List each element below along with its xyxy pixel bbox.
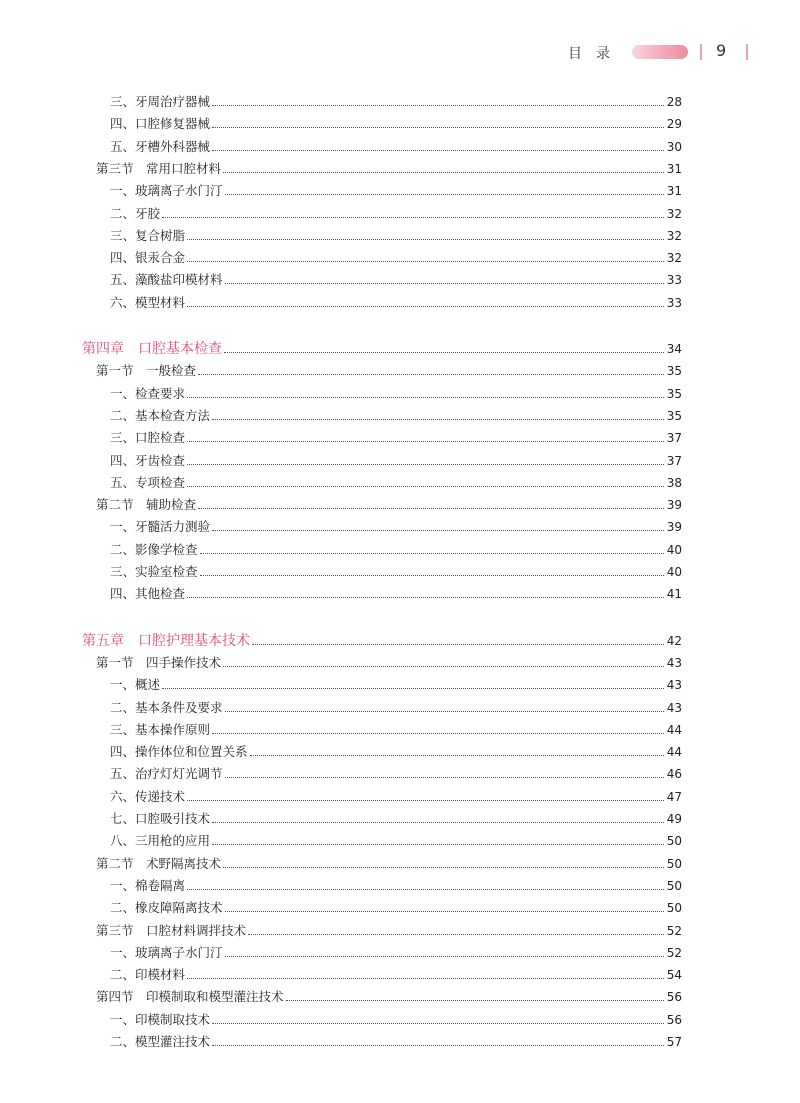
toc-chapter-entry [0, 629, 682, 649]
dot-leader [198, 507, 664, 509]
dot-leader [224, 351, 664, 353]
toc-entry-label: 五、治疗灯灯光调节 [110, 766, 223, 782]
toc-entry-label: 五、专项检查 [110, 474, 186, 490]
toc-entry-label: 二、影像学检查 [110, 541, 198, 557]
toc-item-entry [0, 785, 682, 805]
toc-entry-page: 33 [666, 295, 682, 310]
toc-entry-page: 34 [666, 342, 682, 356]
toc-entry-page: 43 [666, 700, 682, 715]
toc-entry-label: 一、检查要求 [110, 385, 186, 401]
dot-leader [198, 373, 664, 375]
toc-chapter-entry [0, 337, 682, 357]
toc-entry-label: 四、其他检查 [110, 586, 186, 602]
toc-entry-label: 第一节 一般检查 [96, 363, 197, 379]
dot-leader [162, 216, 664, 218]
toc-entry-page: 39 [666, 520, 682, 535]
toc-entry-label: 第三节 口腔材料调拌技术 [96, 922, 247, 938]
toc-entry-page: 54 [666, 968, 682, 983]
dot-leader [187, 440, 664, 442]
toc-item-entry [0, 268, 682, 288]
toc-item-entry [0, 696, 682, 716]
toc-entry-page: 42 [666, 633, 682, 648]
dot-leader [250, 754, 664, 756]
dot-leader [212, 1044, 664, 1046]
dot-leader [225, 910, 664, 912]
dot-leader [223, 665, 664, 667]
toc-item-entry [0, 1030, 682, 1050]
toc-entry-label: 三、复合树脂 [110, 227, 186, 243]
toc-entry-label: 四、口腔修复器械 [110, 116, 211, 132]
toc-section-entry [0, 852, 682, 872]
dot-leader [223, 866, 664, 868]
toc-entry-page: 43 [666, 655, 682, 670]
toc-entry-page: 30 [666, 139, 682, 154]
toc-entry-page: 44 [666, 722, 682, 737]
toc-entry-label: 二、基本条件及要求 [110, 699, 223, 715]
toc-entry-page: 56 [666, 990, 682, 1005]
toc-entry-label: 三、基本操作原则 [110, 721, 211, 737]
toc-entry-label: 三、实验室检查 [110, 564, 198, 579]
dot-leader [187, 463, 664, 465]
toc-entry-label: 第五章 口腔护理基本技术 [82, 632, 250, 649]
toc-entry-page: 41 [666, 587, 682, 602]
toc-entry-page: 40 [666, 542, 682, 557]
dot-leader [286, 999, 664, 1001]
toc-entry-label: 四、操作体位和位置关系 [110, 744, 248, 760]
toc-entry-page: 50 [666, 856, 682, 871]
toc-entry-page: 31 [666, 184, 682, 199]
header-divider [700, 44, 702, 60]
toc-entry-page: 32 [666, 228, 682, 243]
toc-entry-label: 一、概述 [110, 677, 161, 693]
toc-entry-label: 第三节 常用口腔材料 [96, 160, 222, 176]
toc-entry-page: 31 [666, 161, 682, 176]
toc-item-entry [0, 382, 682, 402]
dot-leader [187, 799, 664, 801]
toc-item-entry [0, 673, 682, 693]
toc-item-entry [0, 90, 682, 110]
toc-entry-page: 28 [666, 95, 682, 109]
toc-entry-page: 32 [666, 206, 682, 221]
toc-item-entry [0, 1008, 682, 1028]
dot-leader [248, 933, 664, 935]
toc-item-entry [0, 941, 682, 961]
toc-entry-page: 46 [666, 767, 682, 782]
toc-item-entry [0, 471, 682, 491]
dot-leader [252, 643, 664, 645]
toc-entry-page: 38 [666, 475, 682, 490]
toc-item-entry [0, 246, 682, 266]
page-number: 9 [716, 41, 727, 60]
toc-item-entry [0, 135, 682, 155]
toc-entry-page: 32 [666, 251, 682, 266]
toc-item-entry [0, 740, 682, 760]
toc-entry-page: 49 [666, 812, 682, 826]
dot-leader [212, 104, 664, 106]
toc-entry-page: 56 [666, 1012, 682, 1027]
header-divider [746, 44, 748, 60]
toc-item-entry [0, 426, 682, 446]
toc-entry-page: 33 [666, 273, 682, 288]
toc-section-entry [0, 359, 682, 379]
toc-entry-page: 50 [666, 878, 682, 893]
toc-entry-label: 第二节 术野隔离技术 [96, 855, 222, 871]
dot-leader [200, 574, 664, 576]
dot-leader [212, 529, 664, 531]
dot-leader [223, 171, 664, 173]
toc-entry-label: 二、橡皮障隔离技术 [110, 900, 223, 916]
toc-entry-page: 35 [666, 386, 682, 401]
toc-entry-label: 一、玻璃离子水门汀 [110, 944, 223, 960]
toc-entry-label: 二、牙胶 [110, 205, 161, 221]
toc-item-entry [0, 829, 682, 849]
toc-section-entry [0, 919, 682, 939]
toc-entry-label: 二、模型灌注技术 [110, 1034, 211, 1049]
toc-entry-page: 50 [666, 901, 682, 916]
toc-section-entry [0, 493, 682, 513]
toc-entry-label: 三、牙周治疗器械 [110, 94, 211, 109]
toc-entry-label: 一、印模制取技术 [110, 1011, 211, 1027]
dot-leader [212, 418, 664, 420]
toc-item-entry [0, 874, 682, 894]
toc-entry-label: 第二节 辅助检查 [96, 497, 197, 513]
dot-leader [187, 396, 664, 398]
toc-entry-label: 一、牙髓活力测验 [110, 519, 211, 535]
toc-entry-page: 29 [666, 117, 682, 132]
toc-item-entry [0, 538, 682, 558]
dot-leader [212, 126, 664, 128]
toc-entry-label: 一、玻璃离子水门汀 [110, 183, 223, 199]
header-title: 目 录 [568, 46, 610, 62]
toc-item-entry [0, 404, 682, 424]
toc-entry-page: 57 [666, 1035, 682, 1049]
toc-entry-label: 一、棉卷隔离 [110, 877, 186, 893]
dot-leader [187, 485, 664, 487]
dot-leader [187, 596, 664, 598]
dot-leader [200, 552, 664, 554]
toc-item-entry [0, 896, 682, 916]
toc-item-entry [0, 112, 682, 132]
toc-item-entry [0, 449, 682, 469]
dot-leader [212, 732, 664, 734]
toc-entry-label: 八、三用枪的应用 [110, 833, 211, 849]
dot-leader [212, 821, 664, 823]
toc-entry-label: 四、牙齿检查 [110, 452, 186, 468]
toc-section-entry [0, 985, 682, 1005]
toc-entry-label: 六、模型材料 [110, 294, 186, 310]
toc-entry-page: 40 [666, 565, 682, 579]
dot-leader [212, 149, 664, 151]
dot-leader [225, 955, 664, 957]
dot-leader [187, 260, 664, 262]
toc-entry-label: 五、藻酸盐印模材料 [110, 272, 223, 288]
toc-entry-page: 39 [666, 498, 682, 513]
dot-leader [225, 193, 664, 195]
toc-entry-label: 四、银汞合金 [110, 250, 186, 266]
toc-item-entry [0, 807, 682, 827]
toc-entry-page: 44 [666, 745, 682, 760]
dot-leader [225, 776, 664, 778]
toc-section-entry [0, 157, 682, 177]
toc-entry-label: 七、口腔吸引技术 [110, 811, 211, 826]
dot-leader [187, 238, 664, 240]
header-decorative-bar [632, 45, 688, 59]
toc-entry-page: 37 [666, 453, 682, 468]
toc-item-entry [0, 560, 682, 580]
dot-leader [187, 888, 664, 890]
toc-entry-page: 37 [666, 431, 682, 446]
running-header [0, 40, 800, 66]
toc-entry-label: 二、印模材料 [110, 967, 186, 983]
toc-entry-label: 三、口腔检查 [110, 430, 186, 446]
toc-item-entry [0, 515, 682, 535]
toc-entry-page: 47 [666, 789, 682, 804]
toc-item-entry [0, 291, 682, 311]
dot-leader [225, 282, 664, 284]
toc-section-entry [0, 651, 682, 671]
toc-item-entry [0, 202, 682, 222]
toc-entry-page: 50 [666, 834, 682, 849]
toc-item-entry [0, 179, 682, 199]
toc-entry-label: 五、牙槽外科器械 [110, 138, 211, 154]
dot-leader [212, 843, 664, 845]
toc-item-entry [0, 762, 682, 782]
toc-entry-page: 35 [666, 408, 682, 423]
dot-leader [187, 305, 664, 307]
dot-leader [225, 710, 664, 712]
toc-entry-page: 52 [666, 923, 682, 938]
toc-item-entry [0, 224, 682, 244]
toc-entry-label: 第四章 口腔基本检查 [82, 341, 222, 357]
toc-entry-label: 第四节 印模制取和模型灌注技术 [96, 989, 284, 1005]
toc-entry-page: 43 [666, 678, 682, 693]
dot-leader [162, 687, 664, 689]
toc-entry-label: 六、传递技术 [110, 788, 186, 804]
toc-item-entry [0, 963, 682, 983]
toc-entry-label: 二、基本检查方法 [110, 407, 211, 423]
toc-entry-page: 35 [666, 364, 682, 379]
toc-item-entry [0, 718, 682, 738]
dot-leader [212, 1022, 664, 1024]
dot-leader [187, 977, 664, 979]
toc-entry-page: 52 [666, 945, 682, 960]
toc-item-entry [0, 582, 682, 602]
toc-entry-label: 第一节 四手操作技术 [96, 654, 222, 670]
